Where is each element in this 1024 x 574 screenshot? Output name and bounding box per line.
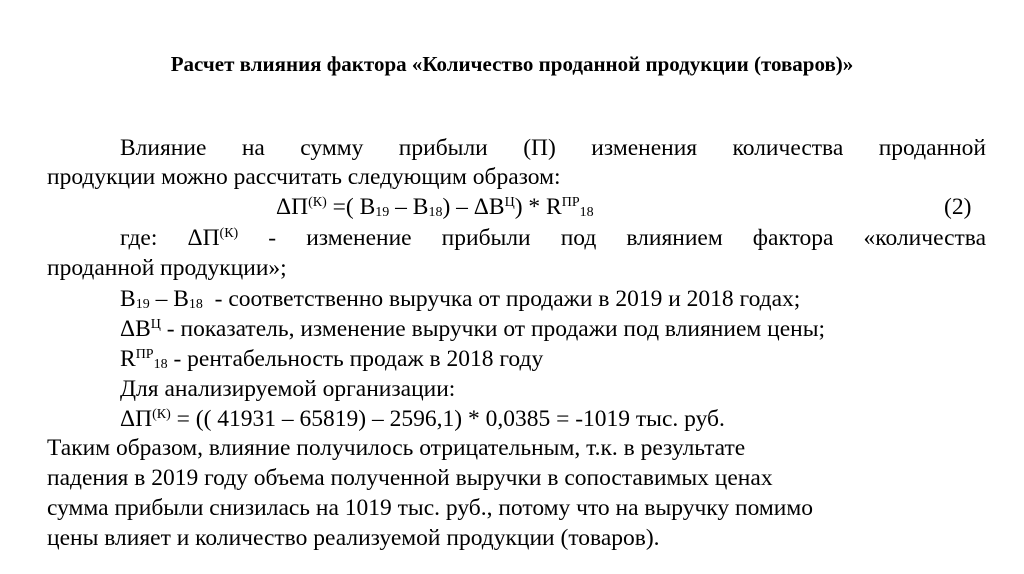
formula-sup-pr: ПР bbox=[561, 195, 580, 210]
def2-mid: – В bbox=[149, 286, 189, 312]
intro-line-2: продукции можно рассчитать следующим образом: bbox=[47, 164, 561, 190]
def2-sub2: 18 bbox=[188, 297, 203, 312]
def1-prefix: где: ΔП bbox=[120, 225, 220, 251]
calc-expression bbox=[120, 405, 725, 433]
formula-sub-18: 18 bbox=[428, 205, 443, 220]
formula-delta-p: ΔП bbox=[276, 194, 309, 220]
formula bbox=[276, 193, 594, 221]
def2-sub1: 19 bbox=[135, 297, 150, 312]
formula-times-r: ) * R bbox=[514, 194, 562, 220]
intro-line-1: Влияние на сумму прибыли (П) изменения количества проданной bbox=[120, 135, 986, 161]
definition-1 bbox=[120, 224, 986, 252]
calc-sup: (К) bbox=[152, 407, 171, 422]
definition-1-cont: проданной продукции»; bbox=[47, 255, 287, 281]
formula-sup-c: Ц bbox=[504, 195, 515, 210]
def3-text: - показатель, изменение выручки от продажи под влиянием цены; bbox=[160, 316, 826, 342]
def3-prefix: ΔВ bbox=[120, 316, 151, 342]
equation-number: (2) bbox=[944, 194, 972, 220]
def2-text: - соответственно выручка от продажи в 2019 и 2018 годах; bbox=[202, 286, 801, 312]
calc-prefix: ΔП bbox=[120, 406, 153, 432]
page-title: Расчет влияния фактора «Количество проданной продукции (товаров)» bbox=[170, 52, 854, 76]
conclusion-line-4: цены влияет и количество реализуемой продукции (товаров). bbox=[47, 525, 660, 551]
definition-4 bbox=[120, 345, 543, 373]
def1-sup: (К) bbox=[219, 226, 239, 241]
def1-text: - изменение прибыли под влиянием фактора «количества bbox=[238, 225, 987, 251]
def2-b1: В bbox=[120, 286, 136, 312]
conclusion-line-2: падения в 2019 году объема полученной выручки в сопоставимых ценах bbox=[47, 465, 773, 491]
conclusion-line-3: сумма прибыли снизилась на 1019 тыс. руб., потому что на выручку помимо bbox=[47, 495, 813, 521]
def4-sub: 18 bbox=[153, 357, 168, 372]
definition-3 bbox=[120, 315, 825, 343]
formula-op1: =( В bbox=[326, 194, 376, 220]
definition-2 bbox=[120, 285, 800, 313]
def4-r: R bbox=[120, 346, 136, 372]
formula-close-delta: ) – ΔВ bbox=[442, 194, 505, 220]
formula-sub-r18: 18 bbox=[579, 205, 594, 220]
formula-sup-k: (К) bbox=[308, 195, 327, 210]
calc-expression-text: = (( 41931 – 65819) – 2596,1) * 0,0385 = -1019 тыс. руб. bbox=[170, 406, 725, 432]
formula-sub-19: 19 bbox=[375, 205, 390, 220]
formula-minus-b: – В bbox=[389, 194, 429, 220]
conclusion-line-1: Таким образом, влияние получилось отрицательным, т.к. в результате bbox=[47, 435, 746, 461]
calc-label: Для анализируемой организации: bbox=[120, 376, 456, 402]
def4-text: - рентабельность продаж в 2018 году bbox=[167, 346, 544, 372]
def3-sup: Ц bbox=[150, 317, 161, 332]
def4-sup: ПР bbox=[135, 347, 154, 362]
